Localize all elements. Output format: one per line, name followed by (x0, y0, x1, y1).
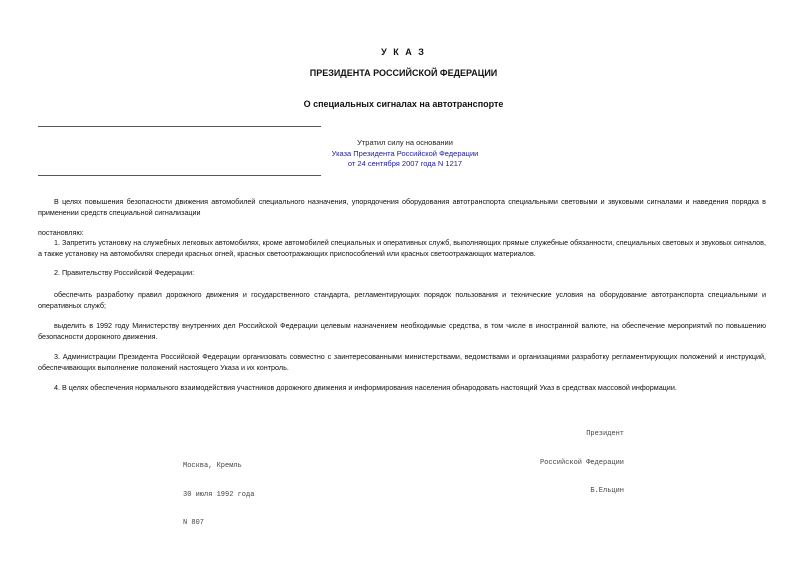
paragraph-item-3: 3. Администрации Президента Российской Федерации организовать совместно с заинтересованными министерствами, ведомствами и организациями разработку регламентирующих положений и инструкций, обеспечивающих выполнение положений настоящего Указа и их контроль. (38, 352, 766, 372)
signature-country: Российской Федерации (539, 458, 624, 467)
paragraph-item-2: 2. Правительству Российской Федерации: (54, 268, 195, 277)
status-note (300, 138, 510, 170)
paragraph-intro: В целях повышения безопасности движения автомобилей специального назначения, упорядочения оборудования автотранспорта специальными световыми и звуковыми сигналами и наведения порядка в применении средств специальной сигнализации (38, 197, 766, 217)
signature-name: Б.Ельцин (590, 487, 624, 495)
subject-title: О специальных сигналах на автотранспорте (303, 99, 504, 109)
status-link-date[interactable]: от 24 сентября 2007 года N 1217 (347, 159, 463, 168)
decree-title: У К А З (381, 47, 426, 57)
paragraph-resolve: постановляю: (38, 228, 84, 237)
status-link-decree[interactable]: Указа Президента Российской Федерации (331, 148, 479, 158)
paragraph-item-4: 4. В целях обеспечения нормального взаимодействия участников дорожного движения и информирования населения обнародовать настоящий Указ в средствах массовой информации. (54, 383, 677, 392)
place-date-block (183, 443, 254, 538)
date: 30 июля 1992 года (183, 490, 255, 499)
decree-number: N 807 (183, 519, 205, 527)
paragraph-item-1: 1. Запретить установку на служебных легковых автомобилях, кроме автомобилей специальных и оперативных служб, выполняющих прямые служебные обязанности, специальных световых и звуковых сигналов, а также установку на автомобилях спереди красных огней, красных светоотражающих приспособлений или красных светоотражающих материалов. (38, 238, 766, 258)
paragraph-item-2b: выделить в 1992 году Министерству внутренних дел Российской Федерации целевым назначением необходимые средства, в том числе в иностранной валюте, на обеспечение мероприятий по повышению безопасности дорожного движения. (38, 321, 766, 341)
paragraph-item-2a: обеспечить разработку правил дорожного движения и государственного стандарта, регламентирующих порядок пользования и технические условия на оборудование автотранспорта специальными и оперативных служб; (38, 290, 766, 310)
place: Москва, Кремль (183, 462, 242, 470)
signature-block (540, 411, 624, 506)
status-line-1: Утратил силу на основании (357, 138, 453, 147)
divider-top (38, 126, 321, 127)
issuer-title: ПРЕЗИДЕНТА РОССИЙСКОЙ ФЕДЕРАЦИИ (309, 68, 498, 78)
divider-bottom (38, 175, 321, 176)
signature-position: Президент (586, 430, 624, 438)
